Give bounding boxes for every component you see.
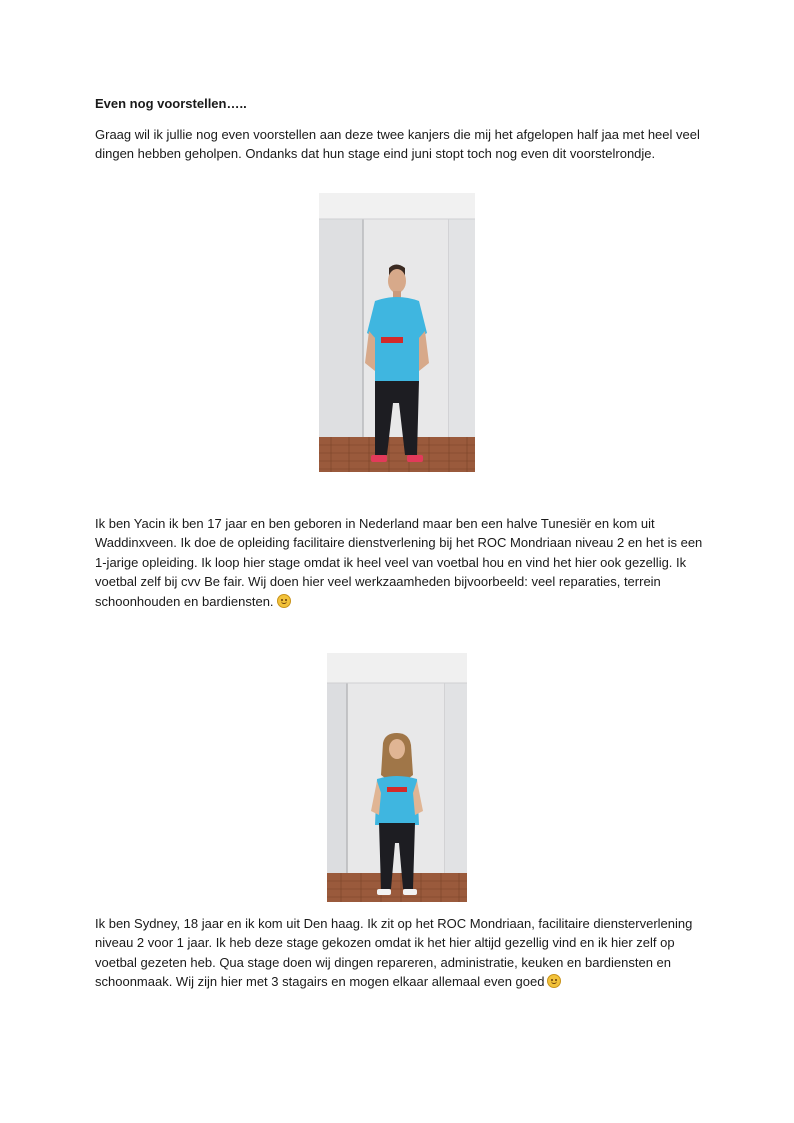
photo-sydney [327,653,467,902]
intro-text: Graag wil ik jullie nog even voorstellen aan deze twee kanjers die mij het afgelopen half jaa met heel veel dingen hebben geholpen. Ondanks dat hun stage eind juni stopt toch nog even dit voorstelrondje. [95,127,700,162]
sydney-paragraph [95,914,705,992]
intro-paragraph [95,125,705,164]
winking-face-icon [547,974,561,988]
yacin-paragraph [95,514,705,611]
smiling-face-icon [277,594,291,608]
page-heading: Even nog voorstellen….. [95,96,247,111]
photo-yacin [319,193,475,472]
sydney-text: Ik ben Sydney, 18 jaar en ik kom uit Den haag. Ik zit op het ROC Mondriaan, facilitaire diensterverlening niveau 2 voor 1 jaar. Ik heb deze stage gekozen omdat ik het hier altijd gezellig vind en ik hier zelf op voetbal gezeten heb. Qua stage doen wij dingen repareren, administratie, keuken en bardiensten en schoonmaak. Wij zijn hier met 3 stagairs en mogen elkaar allemaal even goed [95,916,693,990]
yacin-text: Ik ben Yacin ik ben 17 jaar en ben geboren in Nederland maar ben een halve Tunesiër en kom uit Waddinxveen. Ik doe de opleiding facilitaire dienstverlening bij het ROC Mondriaan niveau 2 en het is een 1-jarige opleiding. Ik loop hier stage omdat ik heel veel van voetbal hou en vind het hier ook gezellig. Ik voetbal zelf bij cvv Be fair. Wij doen hier veel werkzaamheden bijvoorbeeld: veel reparaties, terrein schoonhouden en bardiensten. [95,516,703,609]
